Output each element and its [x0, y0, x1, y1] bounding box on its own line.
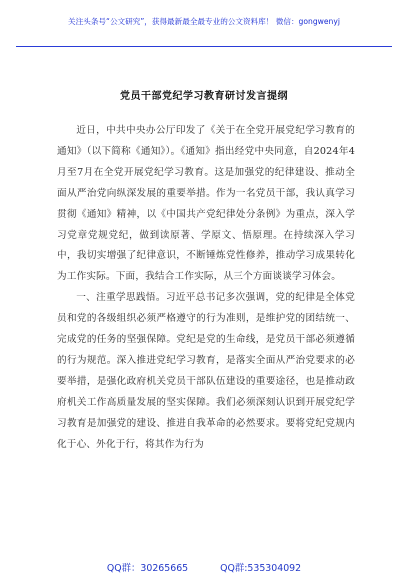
paragraph-section-one: 一、注重学思践悟。习近平总书记多次强调，党的纪律是全体党员和党的各级组织必须严格遵守的行为准则，是维护党的团结统一、完成党的任务的坚强保障。党纪是党的生命线，是党员干部必须遵循的行为规范。深入推进党纪学习教育，是落实全面从严治党要求的必要举措，是强化政府机关党员干部队伍建设的重要途径，也是推动政府机关工作高质量发展的坚实保障。我们必须深刻认识到开展党纪学习教育是加强党的建设、推进自我革命的必然要求。要将党纪党规内化于心、外化于行，将其作为行为	[57, 292, 355, 450]
header-note: 关注头条号“公文研究”，获得最新最全最专业的公文资料库！ 微信：gongwenyj	[68, 17, 340, 26]
footer-qq-group-2: QQ群:535304092	[220, 563, 302, 574]
document-body	[57, 121, 355, 456]
paragraph-intro: 近日，中共中央办公厅印发了《关于在全党开展党纪学习教育的通知》（以下简称《通知》）。《通知》指出经党中央同意，自2024年4月至7月在全党开展党纪学习教育。这是加强党的纪律建设、推动全面从严治党向纵深发展的重要举措。作为一名党员干部，我认真学习贯彻《通知》精神，以《中国共产党纪律处分条例》为重点，深入学习党章党规党纪，做到读原著、学原文、悟原理。在持续深入学习中，我切实增强了纪律意识，不断锤炼党性修养，推动学习成果转化为工作实际。下面，我结合工作实际，从三个方面谈谈学习体会。	[57, 125, 355, 283]
footer-contact	[0, 560, 408, 574]
document-title: 党员干部党纪学习教育研讨发言提纲	[120, 91, 288, 102]
footer-qq-group-1: QQ群：30265665	[106, 563, 189, 574]
header-divider	[16, 46, 392, 47]
